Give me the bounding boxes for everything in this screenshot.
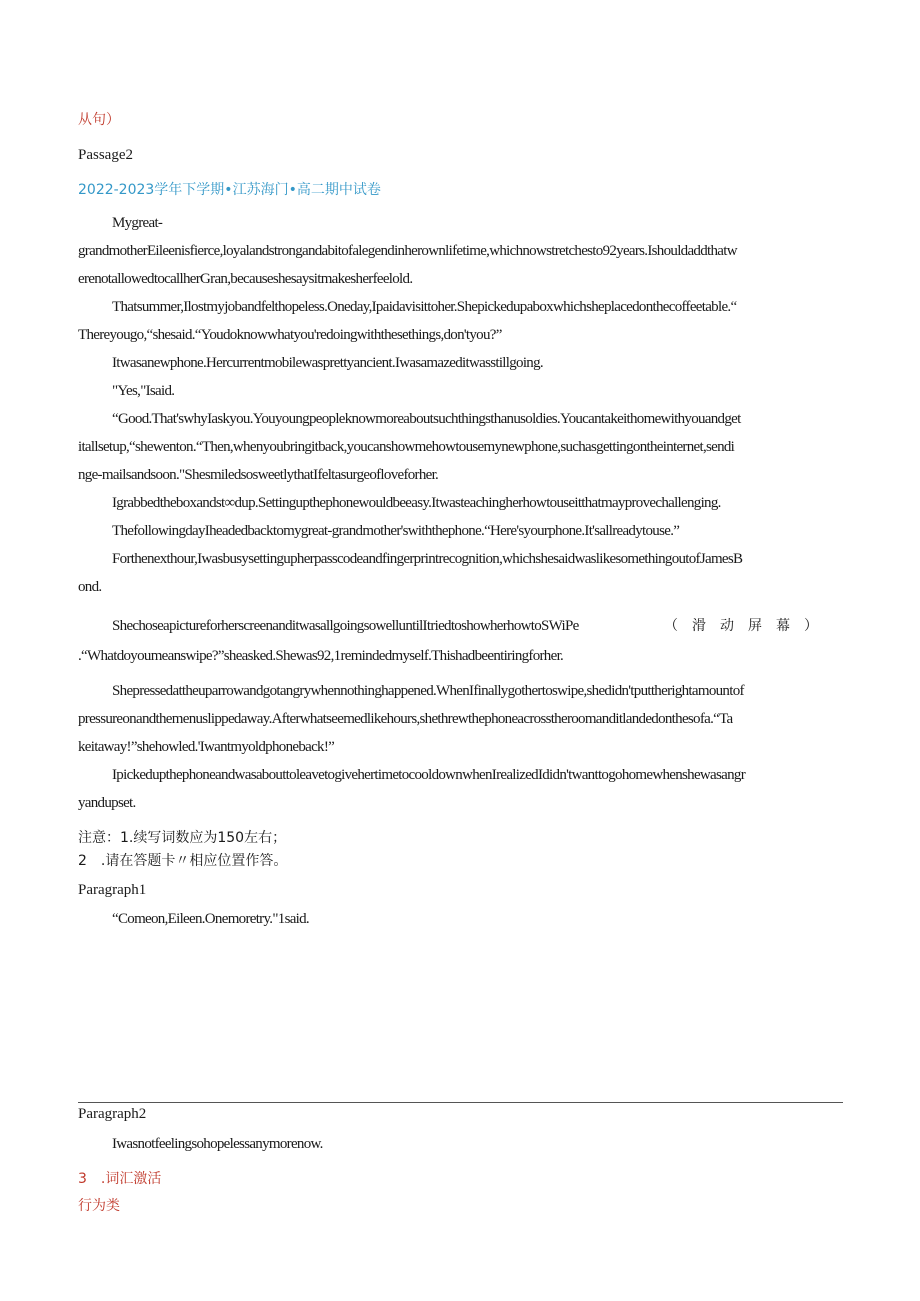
story-line: ond. xyxy=(78,579,102,595)
story-line: “Good.That'swhyIaskyou.Youyoungpeopleknowmoreaboutsuchthingsthanusoldies.Youcantakeithomewithyouandget xyxy=(112,411,741,427)
source-line: 2022-2023学年下学期•江苏海门•高二期中试卷 xyxy=(78,182,381,198)
story-line: pressureonandthemenuslippedaway.Afterwhatseemedlikehours,shethrewthephoneacrosstheroomanditlandedonthesofa.“Ta xyxy=(78,711,733,727)
story-line: Shepressedattheuparrowandgotangrywhennothinghappened.WhenIfinallygothertoswipe,shedidn'tputtherightamountof xyxy=(112,683,744,699)
divider-line xyxy=(78,1102,843,1103)
swipe-gloss: （ 滑 动 屏 幕 ） xyxy=(664,618,818,634)
story-line: Itwasanewphone.Hercurrentmobilewasprettyancient.Iwasamazeditwasstillgoing. xyxy=(112,355,543,371)
passage-label: Passage2 xyxy=(78,147,133,163)
lead-fragment: 从句） xyxy=(78,112,120,128)
story-line: nge-mailsandsoon."ShesmiledsosweetlythatIfeltasurgeofloveforher. xyxy=(78,467,439,483)
paragraph2-label: Paragraph2 xyxy=(78,1106,147,1122)
note-item: 2 .请在答题卡〃相应位置作答。 xyxy=(78,853,288,869)
story-line: ThefollowingdayIheadedbacktomygreat-grandmother'swiththephone.“Here'syourphone.It'sallreadytouse.” xyxy=(112,523,680,539)
story-line: Thatsummer,Ilostmyjobandfelthopeless.Oneday,Ipaidavisittoher.Shepickedupaboxwhichsheplacedonthecoffeetable.“ xyxy=(112,299,737,315)
paragraph1-start: “Comeon,Eileen.Onemoretry."1said. xyxy=(112,911,309,927)
story-line: Thereyougo,“shesaid.“Youdoknowwhatyou'redoingwiththesethings,don'tyou?” xyxy=(78,327,502,343)
story-line: yandupset. xyxy=(78,795,136,811)
story-line: erenotallowedtocallherGran,becauseshesaysitmakesherfeelold. xyxy=(78,271,413,287)
section3-title: 3 .词汇激活 xyxy=(78,1171,162,1187)
section3-subtitle: 行为类 xyxy=(78,1198,120,1214)
story-line: Mygreat- xyxy=(112,215,163,231)
story-line: keitaway!”shehowled.'Iwantmyoldphoneback!” xyxy=(78,739,335,755)
paragraph1-label: Paragraph1 xyxy=(78,882,147,898)
note-line: 注意：1.续写词数应为150左右； xyxy=(78,830,287,846)
paragraph2-start: Iwasnotfeelingsohopelessanymorenow. xyxy=(112,1136,323,1152)
story-line: grandmotherEileenisfierce,loyalandstrongandabitofalegendinherownlifetime,whichnowstretchesto92years.Ishouldaddthatw xyxy=(78,243,737,259)
story-line: IpickedupthephoneandwasabouttoleavetogivehertimetocooldownwhenIrealizedIdidn'twanttogohomewhenshewasangr xyxy=(112,767,746,783)
story-line: "Yes,"Isaid. xyxy=(112,383,175,399)
story-line: Forthenexthour,Iwasbusysettingupherpasscodeandfingerprintrecognition,whichshesaidwaslikesomethingoutofJamesB xyxy=(112,551,743,567)
story-line: ShechoseapictureforherscreenanditwasallgoingsowelluntilItriedtoshowherhowtoSWiPe xyxy=(112,618,579,634)
story-line: .“Whatdoyoumeanswipe?”sheasked.Shewas92,1remindedmyself.Thishadbeentiringforher. xyxy=(78,648,564,664)
story-line: Igrabbedtheboxandst∞dup.Settingupthephonewouldbeeasy.Itwasteachingherhowtouseitthatmayprovechallenging. xyxy=(112,495,721,511)
story-line: itallsetup,“shewenton.“Then,whenyoubringitback,youcanshowmehowtousemynewphone,suchasgettingontheinternet,sendi xyxy=(78,439,735,455)
